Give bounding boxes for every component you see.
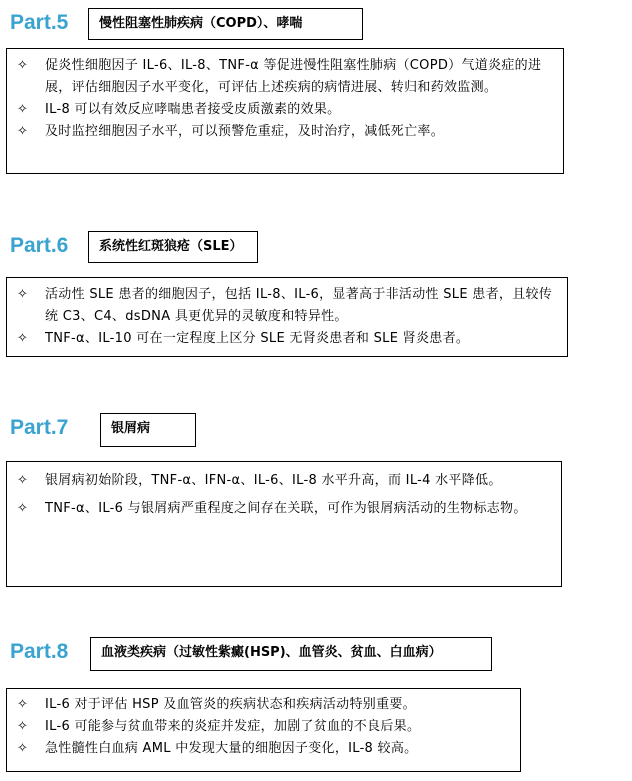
part-label: Part.7	[10, 416, 69, 439]
bullet-icon: ✧	[17, 697, 29, 712]
section-title: 血液类疾病（过敏性紫癜(HSP)、血管炎、贫血、白血病）	[101, 645, 442, 660]
list-item: ✧ 急性髓性白血病 AML 中发现大量的细胞因子变化，IL-8 较高。	[17, 738, 508, 760]
list-item: ✧ 促炎性细胞因子 IL-6、IL-8、TNF-α 等促进慢性阻塞性肺病（COPD）气道炎症的进展，评估细胞因子水平变化，可评估上述疾病的病情进展、转归和药效监测。	[17, 55, 551, 99]
content-box	[6, 461, 562, 587]
part-label: Part.8	[10, 640, 69, 663]
list-item: ✧ 银屑病初始阶段，TNF-α、IFN-α、IL-6、IL-8 水平升高，而 IL-4 水平降低。	[17, 470, 549, 492]
list-item: ✧ 活动性 SLE 患者的细胞因子，包括 IL-8、IL-6，显著高于非活动性 SLE 患者，且较传统 C3、C4、dsDNA 具更优异的灵敏度和特异性。	[17, 284, 555, 328]
section-title-box	[100, 413, 196, 447]
bullet-icon: ✧	[17, 501, 29, 516]
section-title-box	[88, 8, 363, 40]
list-item: ✧ IL-6 可能参与贫血带来的炎症并发症，加剧了贫血的不良后果。	[17, 716, 508, 738]
content-box	[6, 688, 521, 772]
list-item: ✧ TNF-α、IL-10 可在一定程度上区分 SLE 无肾炎患者和 SLE 肾炎患者。	[17, 328, 555, 350]
section-title-box	[88, 231, 258, 263]
list-item: ✧ TNF-α、IL-6 与银屑病严重程度之间存在关联，可作为银屑病活动的生物标志物。	[17, 498, 549, 520]
content-box	[6, 277, 568, 357]
bullet-icon: ✧	[17, 331, 29, 346]
bullet-icon: ✧	[17, 719, 29, 734]
list-item: ✧ IL-8 可以有效反应哮喘患者接受皮质激素的效果。	[17, 99, 551, 121]
bullet-icon: ✧	[17, 741, 29, 756]
section-title: 系统性红斑狼疮（SLE）	[99, 239, 243, 254]
bullet-icon: ✧	[17, 473, 29, 488]
bullet-icon: ✧	[17, 102, 29, 117]
section-title: 银屑病	[111, 421, 151, 436]
part-label: Part.6	[10, 234, 69, 257]
bullet-icon: ✧	[17, 124, 29, 139]
section-title-box	[90, 637, 492, 671]
list-item: ✧ 及时监控细胞因子水平，可以预警危重症，及时治疗，减低死亡率。	[17, 121, 551, 143]
bullet-icon: ✧	[17, 58, 29, 73]
bullet-icon: ✧	[17, 287, 29, 302]
section-title: 慢性阻塞性肺疾病（COPD）、哮喘	[99, 16, 303, 31]
list-item: ✧ IL-6 对于评估 HSP 及血管炎的疾病状态和疾病活动特别重要。	[17, 694, 508, 716]
content-box	[6, 48, 564, 174]
part-label: Part.5	[10, 11, 69, 34]
